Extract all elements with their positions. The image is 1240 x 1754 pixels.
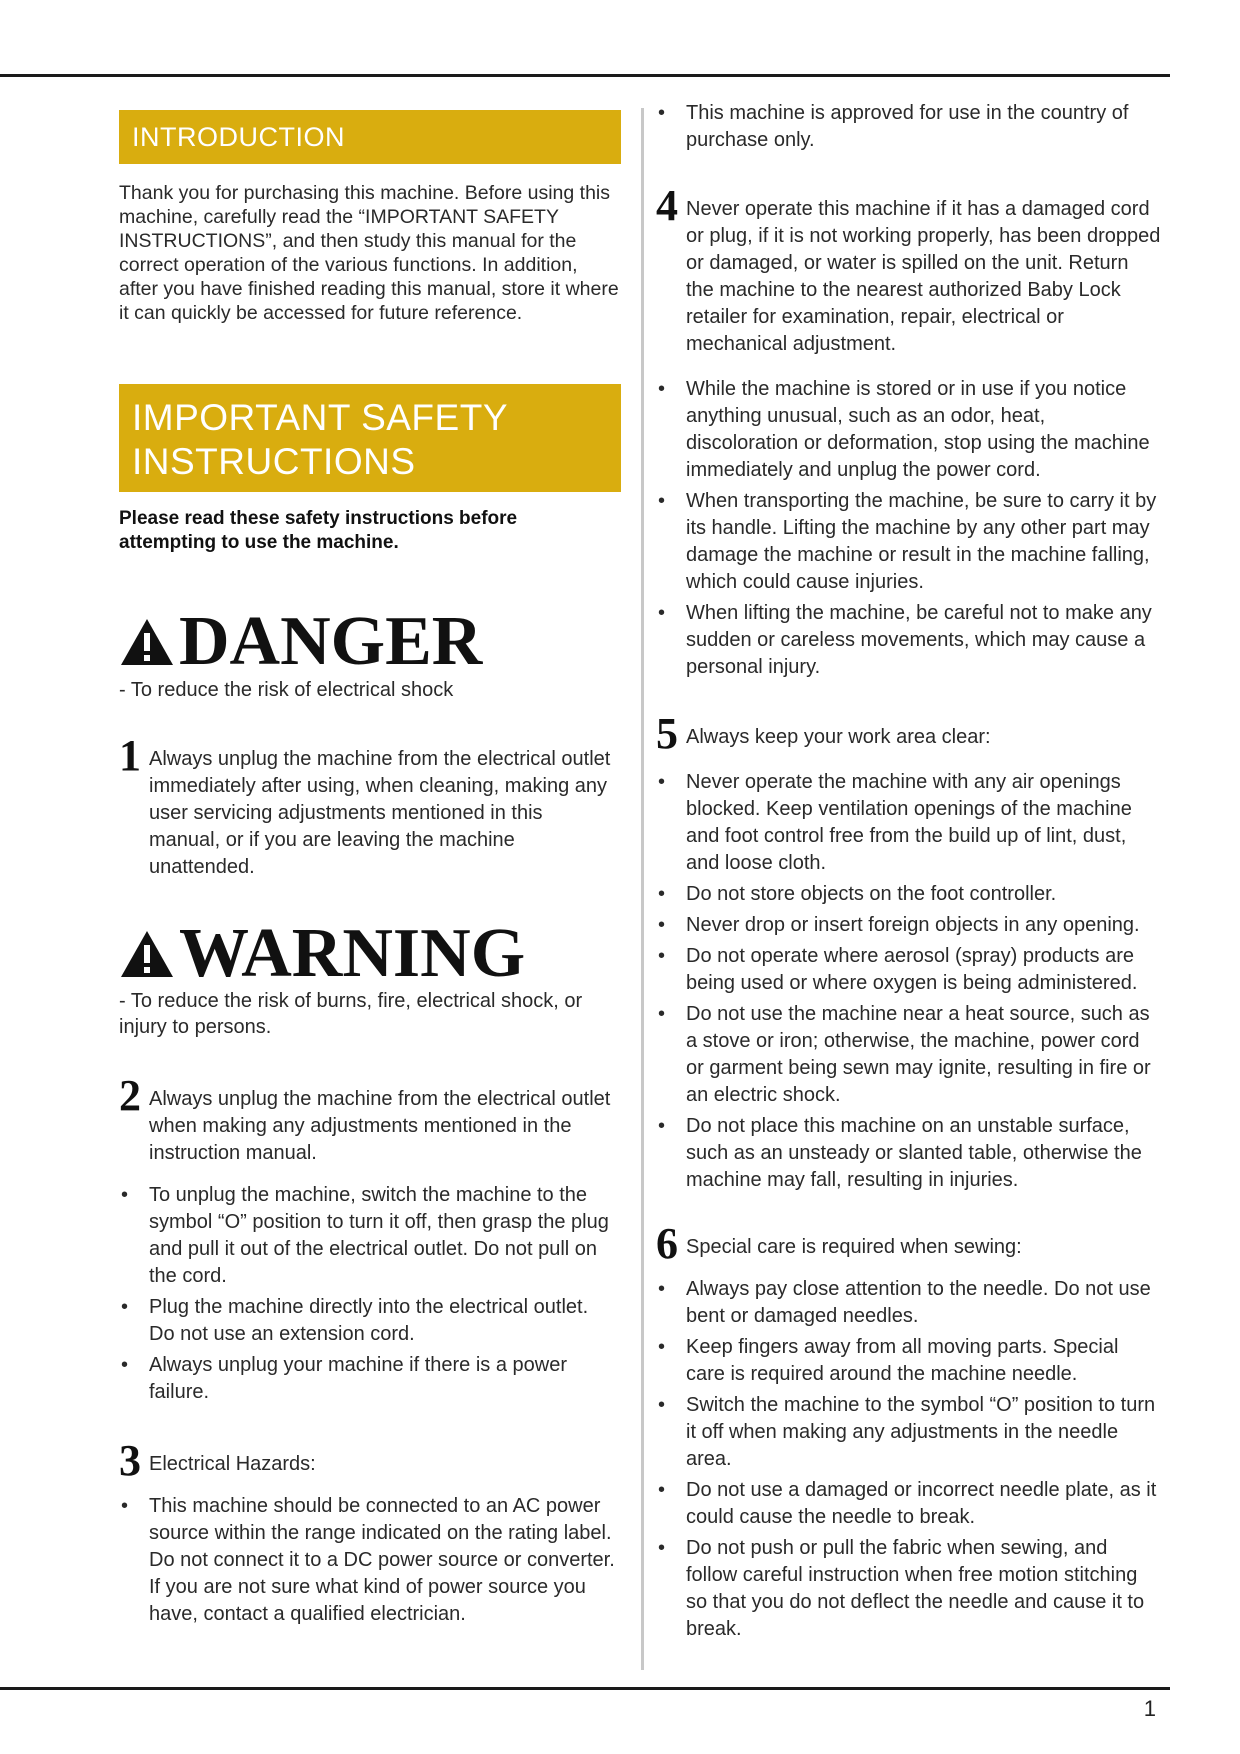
safety-item-3 [119,1436,619,1485]
item-text: Always keep your work area clear: [686,726,991,748]
list-item: • Plug the machine directly into the electrical outlet. Do not use an extension cord. [119,1294,619,1348]
list-item: • To unplug the machine, switch the machine to the symbol “O” position to turn it off, then grasp the plug and pull it out of the electrical outlet. Do not pull on the cord. [119,1182,619,1290]
item-number: 5 [656,709,678,758]
list-item: • Never drop or insert foreign objects in any opening. [656,912,1161,939]
safety-heading-line1: IMPORTANT SAFETY [132,397,508,438]
list-item: • Do not operate where aerosol (spray) products are being used or where oxygen is being administered. [656,943,1161,997]
list-item: • This machine should be connected to an AC power source within the range indicated on the rating label. Do not connect it to a DC power source or converter. If you are not sure what kind of power source you have, contact a qualified electrician. [119,1493,619,1628]
item-number: 3 [119,1436,141,1485]
bottom-rule [0,1687,1170,1690]
safety-heading-line2: INSTRUCTIONS [132,441,416,482]
list-item: • Do not store objects on the foot controller. [656,881,1161,908]
safety-item-5 [656,709,1161,758]
warning-triangle-icon [119,929,175,979]
list-item: • Switch the machine to the symbol “O” position to turn it off when making any adjustments in the needle area. [656,1392,1161,1473]
list-item: • While the machine is stored or in use if you notice anything unusual, such as an odor, heat, discoloration or deformation, stop using the machine immediately and unplug the power cord. [656,376,1161,484]
list-item: • Do not use the machine near a heat source, such as a stove or iron; otherwise, the machine, power cord or garment being sewn may ignite, resulting in fire or an electric shock. [656,1001,1161,1109]
list-item: • When transporting the machine, be sure to carry it by its handle. Lifting the machine by any other part may damage the machine or result in the machine falling, which could cause injuries. [656,488,1161,596]
warning-title: WARNING [179,915,526,992]
list-item: • Always pay close attention to the needle. Do not use bent or damaged needles. [656,1276,1161,1330]
item-text: Always unplug the machine from the electrical outlet when making any adjustments mentioned in the instruction manual. [149,1088,611,1164]
item-text: Never operate this machine if it has a damaged cord or plug, if it is not working properly, has been dropped or damaged, or water is spilled on the unit. Return the machine to the nearest authorized Baby Lock retailer for examination, repair, electrical or mechanical adjustment. [686,198,1161,355]
danger-title: DANGER [179,603,483,680]
item-5-bullets [656,769,1161,1198]
safety-item-2 [119,1071,619,1167]
top-rule [0,74,1170,77]
item-3-bullets [119,1493,619,1632]
introduction-heading: INTRODUCTION [132,122,345,152]
item-text: Always unplug the machine from the electrical outlet immediately after using, when cleaning, making any user servicing adjustments mentioned in this manual, or if you are leaving the machine unattended. [149,748,611,878]
item-number: 6 [656,1219,678,1268]
safety-banner [119,384,621,492]
list-item: • This machine is approved for use in the country of purchase only. [656,100,1161,154]
warning-triangle-icon [119,617,175,667]
list-item: • Keep fingers away from all moving parts. Special care is required around the machine needle. [656,1334,1161,1388]
warning-heading [119,915,526,992]
danger-subtitle: - To reduce the risk of electrical shock [119,679,454,701]
item-number: 1 [119,731,141,780]
danger-heading [119,603,483,680]
introduction-banner [119,110,621,164]
item-6-bullets [656,1276,1161,1647]
list-item: • Do not use a damaged or incorrect needle plate, as it could cause the needle to break. [656,1477,1161,1531]
safety-lead: Please read these safety instructions before attempting to use the machine. [119,508,518,553]
page-number: 1 [1143,1696,1156,1721]
item-4-bullets [656,376,1161,685]
column-divider [641,108,644,1670]
item-number: 2 [119,1071,141,1120]
list-item: • Never operate the machine with any air openings blocked. Keep ventilation openings of the machine and foot control free from the build up of lint, dust, and loose cloth. [656,769,1161,877]
item-number: 4 [656,181,678,230]
list-item: • Do not push or pull the fabric when sewing, and follow careful instruction when free motion stitching so that you do not deflect the needle and cause it to break. [656,1535,1161,1643]
item-text: Special care is required when sewing: [686,1236,1022,1258]
list-item: • Do not place this machine on an unstable surface, such as an unsteady or slanted table, otherwise the machine may fall, resulting in injuries. [656,1113,1161,1194]
introduction-body: Thank you for purchasing this machine. Before using this machine, carefully read the “IMPORTANT SAFETY INSTRUCTIONS”, and then study this manual for the correct operation of the various functions. In addition, after you have finished reading this manual, store it where it can quickly be accessed for future reference. [119,182,619,324]
top-right-bullets [656,100,1161,158]
safety-item-4 [656,181,1161,358]
list-item: • When lifting the machine, be careful not to make any sudden or careless movements, which may cause a personal injury. [656,600,1161,681]
safety-item-1 [119,731,619,881]
list-item: • Always unplug your machine if there is a power failure. [119,1352,619,1406]
safety-item-6 [656,1219,1161,1268]
warning-subtitle: - To reduce the risk of burns, fire, electrical shock, or injury to persons. [119,990,583,1038]
item-text: Electrical Hazards: [149,1453,316,1475]
item-2-bullets [119,1182,619,1410]
